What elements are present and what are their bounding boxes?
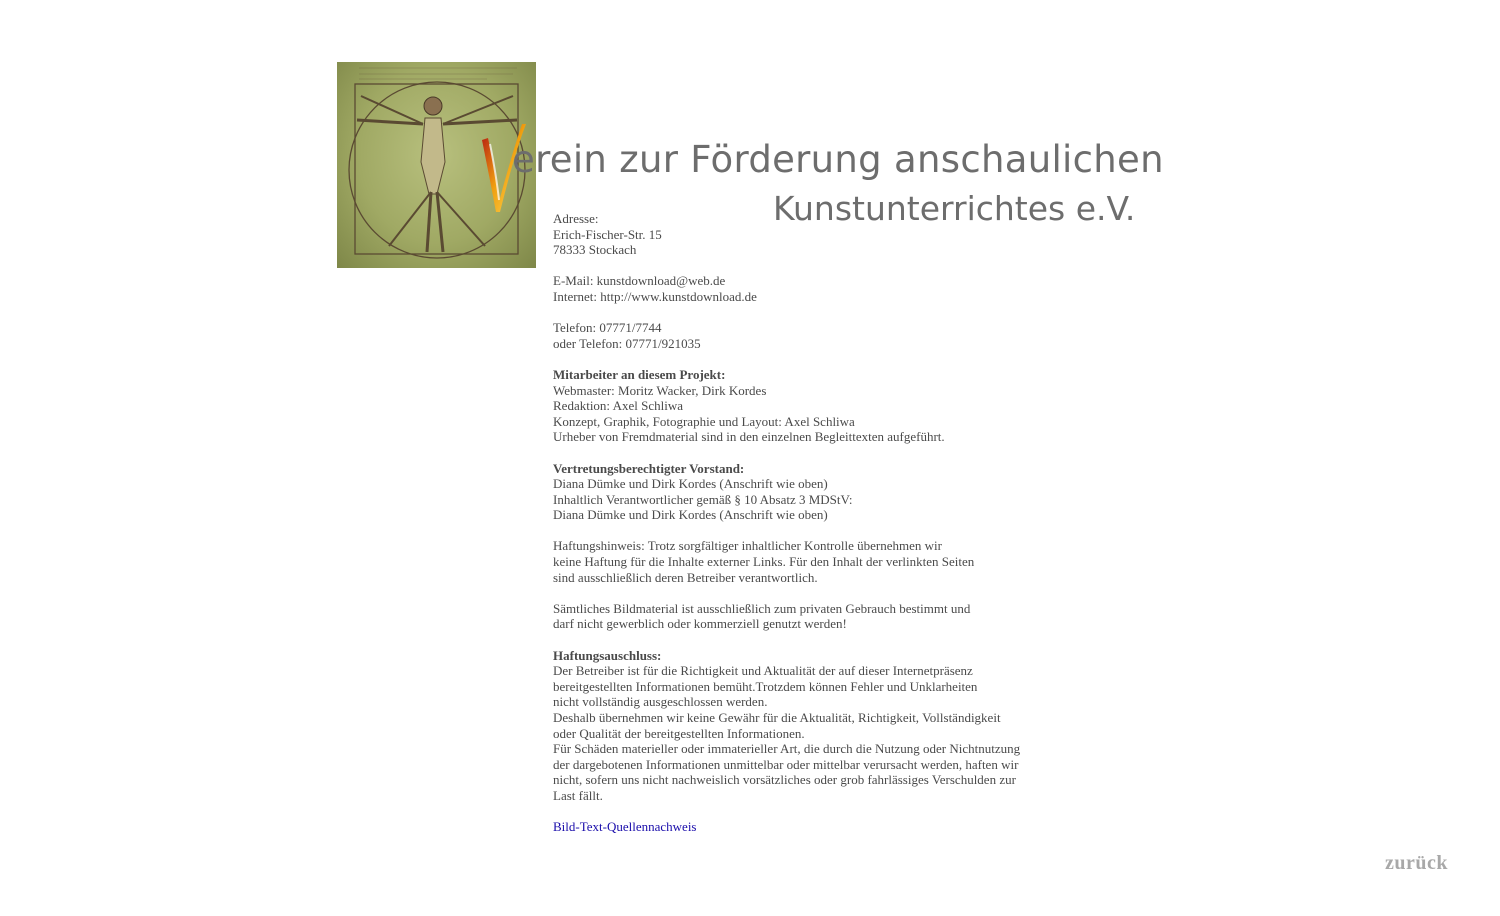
liability-notice-line: Haftungshinweis: Trotz sorgfältiger inhaltlicher Kontrolle übernehmen wir [553,538,942,554]
phone-secondary: oder Telefon: 07771/921035 [553,335,701,351]
liability-notice-line: sind ausschließlich deren Betreiber verantwortlich. [553,569,818,585]
address-city: 78333 Stockach [553,242,637,258]
address-label: Adresse: [553,211,599,226]
title-initial-text: V [480,215,481,216]
disclaimer-line: Der Betreiber ist für die Richtigkeit und Aktualität der auf dieser Internetpräsenz [553,663,973,679]
disclaimer-line: bereitgestellten Informationen bemüht.Trotzdem können Fehler und Unklarheiten [553,678,978,694]
imprint-content [553,211,1113,835]
contact-internet: Internet: http://www.kunstdownload.de [553,288,757,304]
image-notice-line: Sämtliches Bildmaterial ist ausschließlich zum privaten Gebrauch bestimmt und [553,600,971,616]
staff-authors: Urheber von Fremdmaterial sind in den einzelnen Begleittexten aufgeführt. [553,429,945,445]
disclaimer-line: Last fällt. [553,787,603,803]
board-responsible-label: Inhaltlich Verantwortlicher gemäß § 10 Absatz 3 MDStV: [553,491,853,507]
sources-link[interactable]: Bild-Text-Quellennachweis [553,819,697,835]
staff-concept: Konzept, Graphik, Fotographie und Layout: Axel Schliwa [553,413,855,429]
board-members: Diana Dümke und Dirk Kordes (Anschrift wie oben) [553,476,828,492]
disclaimer-line: nicht vollständig ausgeschlossen werden. [553,694,768,710]
disclaimer-line: oder Qualität der bereitgestellten Informationen. [553,725,805,741]
staff-webmaster: Webmaster: Moritz Wacker, Dirk Kordes [553,382,767,398]
site-title-line1: erein zur Förderung anschaulichen [512,138,1164,181]
address-street: Erich-Fischer-Str. 15 [553,226,662,242]
disclaimer-heading: Haftungsauschluss: [553,647,662,663]
staff-editor: Redaktion: Axel Schliwa [553,398,683,414]
board-heading: Vertretungsberechtigter Vorstand: [553,460,745,476]
site-title-line2: Kunstunterrichtes e.V. [773,189,1136,228]
disclaimer-line: nicht, sofern uns nicht nachweislich vorsätzliches oder grob fahrlässiges Verschulden zur [553,772,1016,788]
liability-notice-line: keine Haftung für die Inhalte externer Links. Für den Inhalt der verlinkten Seiten [553,554,975,570]
disclaimer-line: Deshalb übernehmen wir keine Gewähr für die Aktualität, Richtigkeit, Vollständigkeit [553,710,1001,725]
disclaimer-line: Für Schäden materieller oder immaterieller Art, die durch die Nutzung oder Nichtnutzung [553,741,1021,757]
disclaimer-line: der dargebotenen Informationen unmittelbar oder mittelbar verursacht werden, haften wir [553,756,1019,772]
board-responsible: Diana Dümke und Dirk Kordes (Anschrift wie oben) [553,507,828,523]
staff-heading: Mitarbeiter an diesem Projekt: [553,366,726,382]
image-notice-line: darf nicht gewerblich oder kommerziell genutzt werden! [553,616,847,632]
phone-primary: Telefon: 07771/7744 [553,320,662,336]
back-link[interactable]: zurück [1385,852,1448,874]
contact-email: E-Mail: kunstdownload@web.de [553,273,726,289]
